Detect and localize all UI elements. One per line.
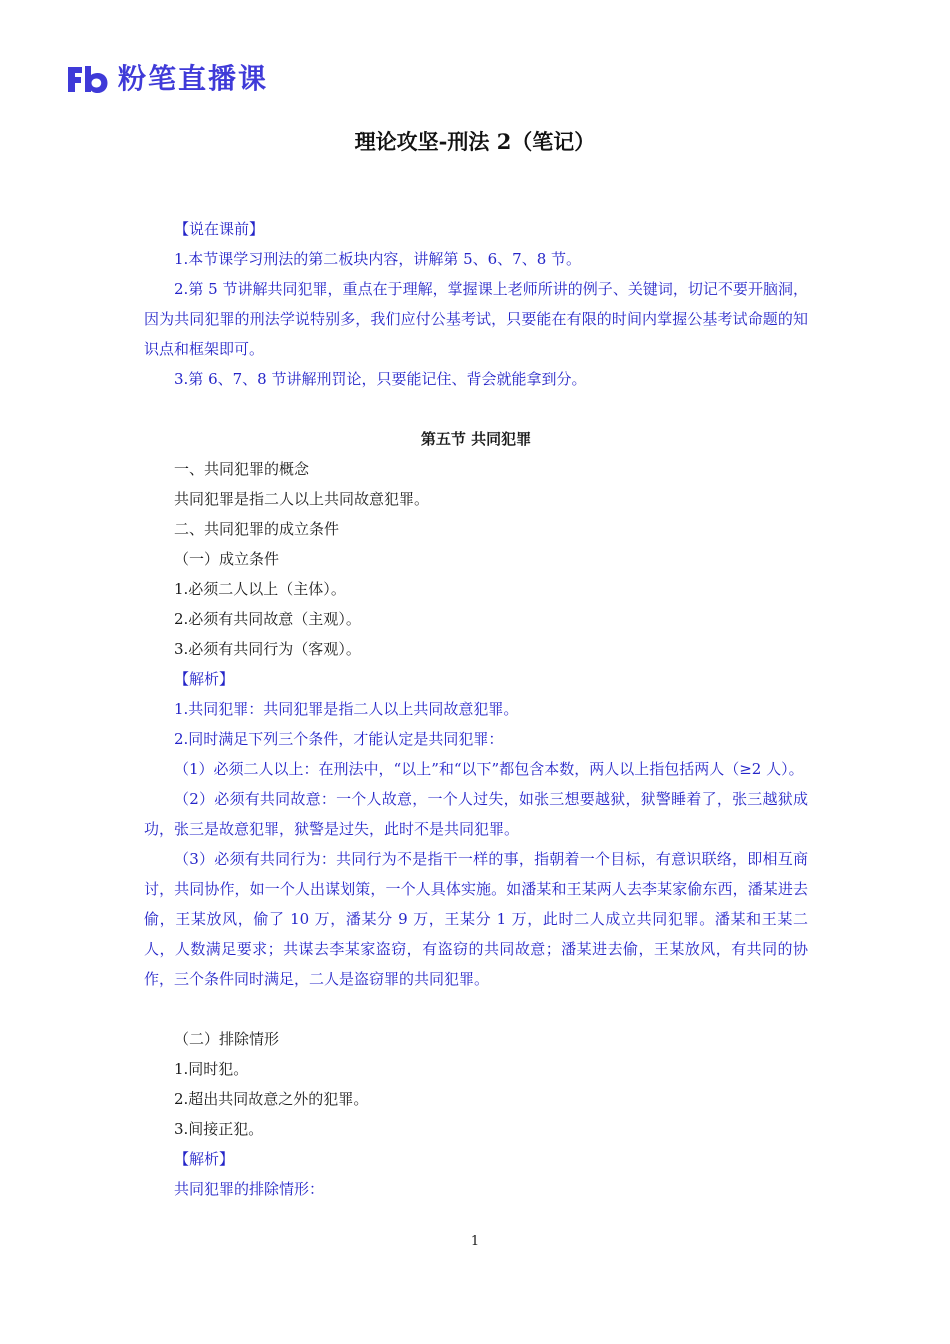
document-body: [144, 214, 808, 1204]
document-title: 理论攻坚-刑法 2（笔记）: [354, 129, 596, 154]
condition-item: 1.必须二人以上（主体）。: [174, 580, 346, 598]
analysis-item: 共同犯罪的排除情形：: [174, 1180, 325, 1198]
concept-heading: 一、共同犯罪的概念: [174, 460, 310, 478]
brand-logo: [66, 60, 268, 98]
intro-item: 1.本节课学习刑法的第二板块内容，讲解第 5、6、7、8 节。: [174, 250, 582, 268]
analysis-item: （1）必须二人以上：在刑法中，“以上”和“以下”都包含本数，两人以上指包括两人（≥2 人）。: [174, 760, 804, 778]
analysis-heading: 【解析】: [174, 1150, 235, 1168]
concept-text: 共同犯罪是指二人以上共同故意犯罪。: [174, 490, 430, 508]
condition-item: 2.必须有共同故意（主观）。: [174, 610, 361, 628]
spacer: [144, 394, 808, 424]
brand-name: 粉笔直播课: [118, 62, 269, 95]
exclusion-item: 1.同时犯。: [174, 1060, 249, 1078]
section-title: 第五节 共同犯罪: [420, 430, 532, 448]
analysis-heading: 【解析】: [174, 670, 235, 688]
exclusion-item: 3.间接正犯。: [174, 1120, 264, 1138]
page-number: 1: [470, 1234, 480, 1249]
intro-heading: 【说在课前】: [174, 220, 265, 238]
sub-heading-exclusions: （二）排除情形: [174, 1030, 280, 1048]
sub-heading-conditions: （一）成立条件: [174, 550, 280, 568]
analysis-item: 1.共同犯罪：共同犯罪是指二人以上共同故意犯罪。: [174, 700, 519, 718]
intro-item: 3.第 6、7、8 节讲解刑罚论，只要能记住、背会就能拿到分。: [174, 370, 587, 388]
fenbi-logo-icon: [66, 63, 110, 95]
analysis-item: （3）必须有共同行为：共同行为不是指干一样的事，指朝着一个目标，有意识联络，即相互商讨，共同协作，如一个人出谋划策，一个人具体实施。如潘某和王某两人去李某家偷东西，潘某进去偷，王某放风，偷了 10 万，潘某分 9 万，王某分 1 万，此时二人成立共同犯罪。潘某和王某二人，人数满足要求；共谋去李某家盗窃，有盗窃的共同故意；潘某进去偷，王某放风，有共同的协作，三个条件同时满足，二人是盗窃罪的共同犯罪。: [144, 850, 808, 988]
conditions-heading: 二、共同犯罪的成立条件: [174, 520, 340, 538]
analysis-item: 2.同时满足下列三个条件，才能认定是共同犯罪：: [174, 730, 504, 748]
exclusion-item: 2.超出共同故意之外的犯罪。: [174, 1090, 369, 1108]
analysis-item: （2）必须有共同故意：一个人故意，一个人过失，如张三想要越狱，狱警睡着了，张三越狱成功，张三是故意犯罪，狱警是过失，此时不是共同犯罪。: [144, 790, 808, 838]
spacer: [144, 994, 808, 1024]
intro-item: 2.第 5 节讲解共同犯罪，重点在于理解，掌握课上老师所讲的例子、关键词，切记不要开脑洞，因为共同犯罪的刑法学说特别多，我们应付公基考试，只要能在有限的时间内掌握公基考试命题的知识点和框架即可。: [144, 280, 808, 358]
condition-item: 3.必须有共同行为（客观）。: [174, 640, 361, 658]
